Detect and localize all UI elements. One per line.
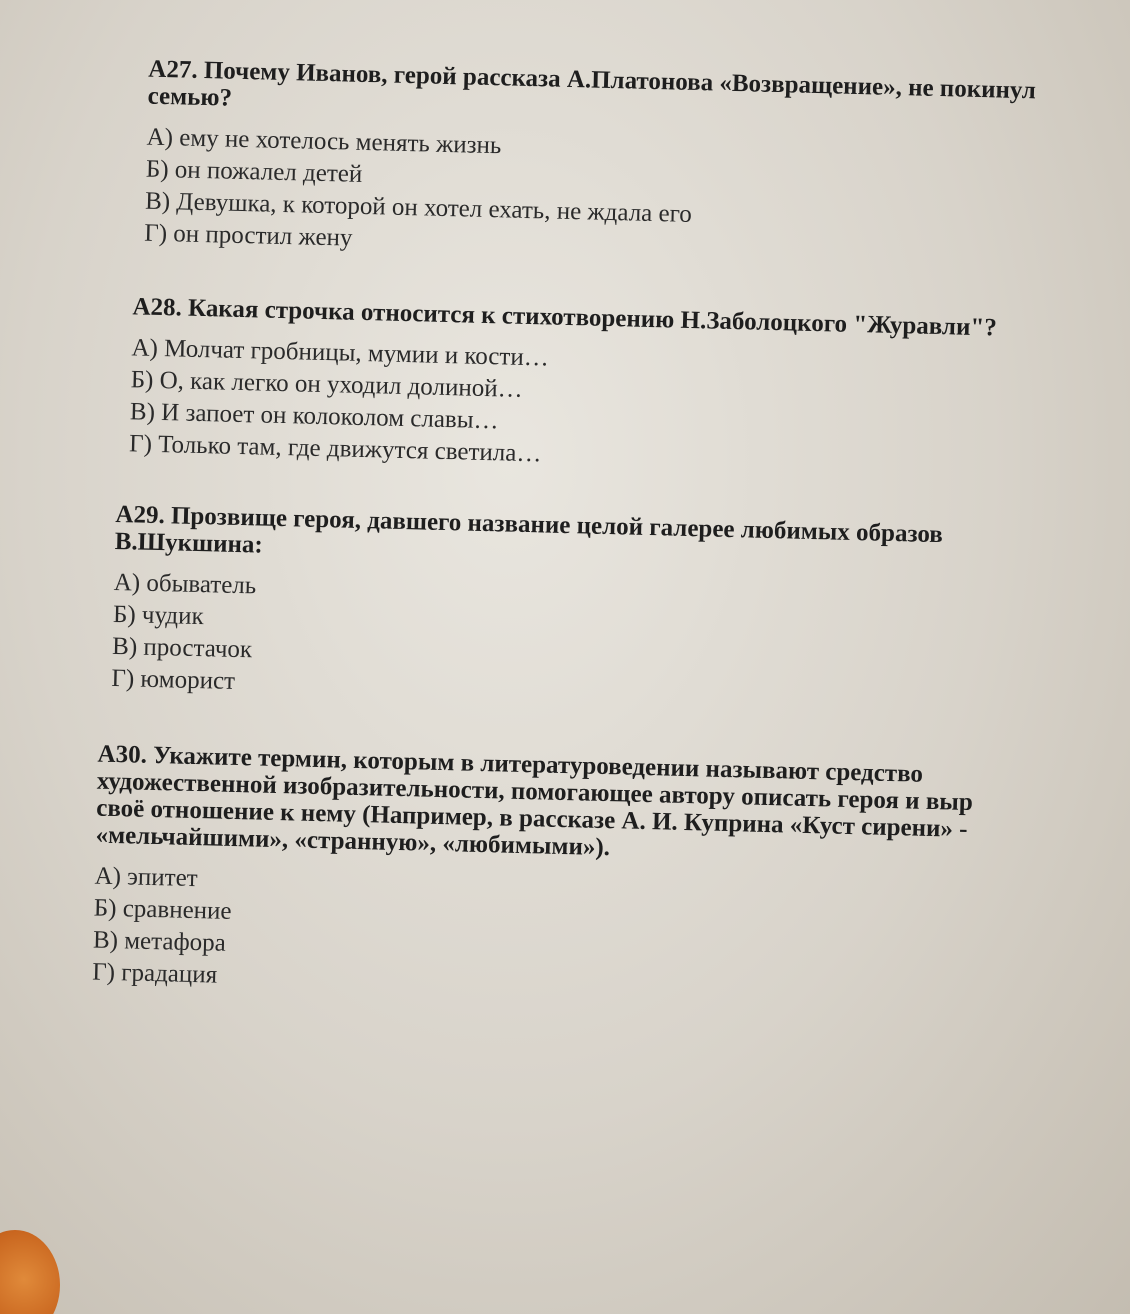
option-g: Г) юморист	[111, 664, 236, 695]
option-g: Г) Только там, где движутся светила…	[128, 430, 542, 468]
question-text: А30. Укажите термин, которым в литературоведении называют средство художественной изобразительности, помогающее автору описать героя и выр своё отношение к нему (Например, в рассказе А. И. Куприна «Куст сирени» - «мельчайшими», «странную», «любимыми»).	[95, 740, 974, 862]
question-a27	[144, 56, 1036, 272]
question-text: А29. Прозвище героя, давшего название целой галерее любимых образов В.Шукшина:	[114, 500, 944, 559]
option-g: Г) он простил жену	[144, 219, 353, 252]
question-a29	[111, 501, 943, 715]
option-a: А) ему не хотелось менять жизнь	[146, 123, 502, 160]
question-text: А28. Какая строчка относится к стихотворению Н.Заболоцкого "Журавли"?	[132, 293, 998, 342]
question-a28	[129, 293, 997, 481]
option-a: А) эпитет	[94, 862, 199, 893]
option-v: В) Девушка, к которой он хотел ехать, не ждала его	[144, 187, 693, 228]
option-b: Б) он пожалел детей	[145, 155, 363, 188]
option-v: В) простачок	[111, 632, 253, 664]
option-a: А) обыватель	[113, 568, 257, 600]
option-v: В) метафора	[92, 926, 227, 957]
option-b: Б) чудик	[112, 600, 205, 631]
answer-options	[111, 567, 941, 715]
option-a: А) Молчат гробницы, мумии и кости…	[131, 334, 550, 372]
answer-options	[92, 861, 971, 1010]
option-b: Б) О, как легко он уходил долиной…	[130, 366, 523, 403]
answer-options	[129, 332, 996, 481]
option-v: В) И запоет он колоколом славы…	[129, 398, 499, 435]
option-b: Б) сравнение	[93, 894, 232, 925]
answer-options	[144, 122, 1035, 272]
question-a30	[92, 741, 974, 1010]
question-text: А27. Почему Иванов, герой рассказа А.Платонова «Возвращение», не покинул семью?	[147, 55, 1037, 112]
option-g: Г) градация	[91, 958, 218, 989]
